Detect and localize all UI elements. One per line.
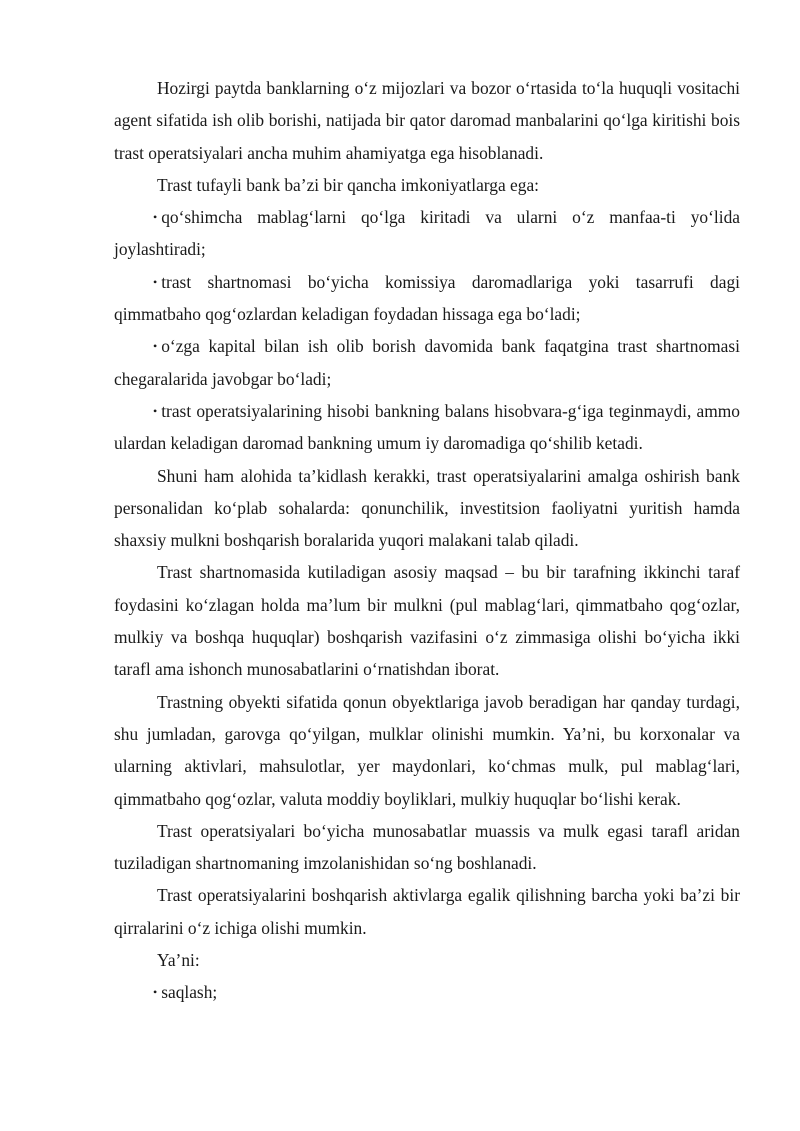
paragraph-text: Hozirgi paytda banklarning o‘z mijozlari va bozor o‘rtasida to‘la huquqli vositachi agent sifatida ish olib borishi, natijada bir qator daromad manbalarini qo‘lga kiritishi bois trast operatsiyalari ancha muhim ahamiyatga ega hisoblanadi. xyxy=(114,78,740,163)
bullet-mark: • xyxy=(153,403,158,418)
paragraph-text: Ya’ni: xyxy=(157,950,200,971)
paragraph-trast-object xyxy=(114,686,740,815)
paragraph-text: qo‘shimcha mablag‘larni qo‘lga kiritadi va ularni o‘z manfaa-ti yo‘lida joylashtiradi; xyxy=(114,207,740,260)
paragraph-text: o‘zga kapital bilan ish olib borish davomida bank faqatgina trast shartnomasi chegaralarida javobgar bo‘ladi; xyxy=(114,336,740,389)
paragraph-text: saqlash; xyxy=(161,982,218,1003)
paragraph-trast-goal xyxy=(114,556,740,685)
paragraph-intro xyxy=(114,72,740,169)
paragraph-text: Trastning obyekti sifatida qonun obyektlariga javob beradigan har qanday turdagi, shu jumladan, garovga qo‘yilgan, mulklar olinishi mumkin. Ya’ni, bu korxonalar va ularning aktivlari, mahsulotlar, yer maydonlari, ko‘chmas mulk, pul mablag‘lari, qimmatbaho qog‘ozlar, valuta moddiy boyliklari, mulkiy huquqlar bo‘lishi kerak. xyxy=(114,691,740,809)
paragraph-text: trast shartnomasi bo‘yicha komissiya daromadlariga yoki tasarrufi dagi qimmatbaho qog‘ozlardan keladigan foydadan hissaga ega bo‘ladi; xyxy=(114,271,740,325)
list-item-funds xyxy=(114,201,740,266)
paragraph-text: Trast shartnomasida kutiladigan asosiy maqsad – bu bir tarafning ikkinchi taraf foydasini ko‘zlagan holda ma’lum bir mulkni (pul mablag‘lari, qimmatbaho qog‘ozlar, mulkiy va boshqa huquqlar) boshqarish vazifasini o‘z zimmasiga olishi bo‘yicha ikki tarafl ama ishonch munosabatlarini o‘rnatishdan iborat. xyxy=(114,562,740,680)
bullet-mark: • xyxy=(153,985,158,1000)
bullet-mark: • xyxy=(153,339,158,354)
paragraph-text: Trast operatsiyalari bo‘yicha munosabatlar muassis va mulk egasi tarafl aridan tuziladigan shartnomaning imzolanishidan so‘ng boshlanadi. xyxy=(114,820,740,874)
list-item-saqlash xyxy=(114,976,740,1008)
paragraph-yani xyxy=(114,944,740,976)
paragraph-trast-benefits xyxy=(114,169,740,201)
paragraph-text: Trast operatsiyalarini boshqarish aktivlarga egalik qilishning barcha yoki ba’zi bir qirralarini o‘z ichiga olishi mumkin. xyxy=(114,885,740,938)
paragraph-text: Shuni ham alohida ta’kidlash kerakki, trast operatsiyalarini amalga oshirish bank personalidan ko‘plab sohalarda: qonunchilik, investitsion faoliyatni yuritish hamda shaxsiy mulkni boshqarish boralarida yuqori malakani talab qiladi. xyxy=(114,465,740,551)
list-item-balance xyxy=(114,395,740,460)
list-item-commission xyxy=(114,266,740,331)
list-item-liability xyxy=(114,330,740,395)
paragraph-text: Trast tufayli bank ba’zi bir qancha imkoniyatlarga ega: xyxy=(157,174,539,195)
bullet-mark: • xyxy=(153,210,158,225)
paragraph-relations xyxy=(114,815,740,880)
document-body xyxy=(114,72,740,1009)
bullet-mark: • xyxy=(153,274,158,289)
paragraph-text: trast operatsiyalarining hisobi bankning balans hisobvara-g‘iga teginmaydi, ammo ulardan keladigan daromad bankning umum iy daromadiga qo‘shilib ketadi. xyxy=(114,400,740,454)
paragraph-management xyxy=(114,879,740,944)
paragraph-qualification xyxy=(114,460,740,557)
